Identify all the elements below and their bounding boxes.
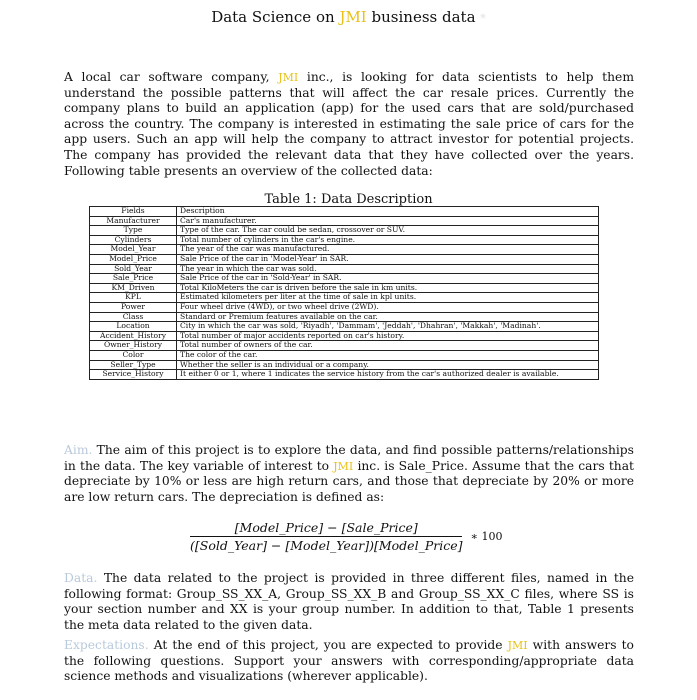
formula-multiplier: ∗ 100: [470, 530, 503, 543]
title-suffix: business data: [371, 8, 476, 26]
data-description-table: [89, 206, 599, 380]
table-row: [90, 341, 599, 351]
field-name: KM_Driven: [90, 283, 177, 293]
field-description: The color of the car.: [177, 350, 599, 360]
field-description: Four wheel drive (4WD), or two wheel drive (2WD).: [177, 302, 599, 312]
field-name: Sale_Price: [90, 274, 177, 284]
table-row: [90, 293, 599, 303]
field-name: Cylinders: [90, 235, 177, 245]
field-description: City in which the car was sold, 'Riyadh', 'Dammam', 'Jeddah', 'Dhahran', 'Makkah', 'Madinah'.: [177, 322, 599, 332]
intro-paragraph: [64, 70, 634, 179]
formula-fraction: [190, 520, 462, 553]
field-name: Sold_Year: [90, 264, 177, 274]
field-name: Service_History: [90, 370, 177, 380]
brand-handwritten: JMI: [333, 459, 354, 473]
table-row: [90, 350, 599, 360]
field-description: Car's manufacturer.: [177, 216, 599, 226]
table-row: [90, 370, 599, 380]
brand-handwritten: JMI: [507, 639, 528, 652]
aim-post: inc. is Sale_Price. Assume that the cars that depreciate by 10% or less are high return cars, and those that depreciate by 20% or more are low return cars. The depreciation is defined as:: [64, 458, 634, 504]
expectations-label: Expectations.: [64, 638, 149, 652]
aim-pre: The aim of this project is to explore the data, and find possible patterns/relationships in the data. The key variable of interest to: [64, 443, 634, 473]
intro-pre: A local car software company,: [64, 70, 270, 84]
field-name: Location: [90, 322, 177, 332]
field-description: The year in which the car was sold.: [177, 264, 599, 274]
field-description: Standard or Premium features available on the car.: [177, 312, 599, 322]
field-name: Type: [90, 226, 177, 236]
page-title: [0, 8, 697, 26]
faint-mark: *: [480, 12, 486, 25]
table-row: [90, 264, 599, 274]
field-name: Class: [90, 312, 177, 322]
aim-label: Aim.: [64, 443, 93, 457]
field-description: Total number of major accidents reported on car's history.: [177, 331, 599, 341]
brand-handwritten: JMI: [278, 71, 299, 84]
expectations-paragraph: [64, 638, 634, 685]
header-fields: Fields: [90, 207, 177, 217]
aim-paragraph: [64, 443, 634, 505]
field-description: Sale Price of the car in 'Model-Year' in SAR.: [177, 254, 599, 264]
table-row: [90, 302, 599, 312]
expectations-post: with answers to the following questions. Support your answers with corresponding/appropriate data science methods and visualizations (wherever applicable).: [64, 638, 634, 684]
table-row: [90, 274, 599, 284]
data-label: Data.: [64, 571, 98, 585]
formula-denominator: ([Sold_Year] − [Model_Year])[Model_Price]: [190, 538, 463, 553]
title-prefix: Data Science on: [211, 8, 335, 26]
field-description: Estimated kilometers per liter at the time of sale in kpl units.: [177, 293, 599, 303]
field-description: Whether the seller is an individual or a company.: [177, 360, 599, 370]
depreciation-formula: [190, 520, 520, 553]
field-description: Sale Price of the car in 'Sold-Year' in SAR.: [177, 274, 599, 284]
data-paragraph: [64, 571, 634, 633]
field-name: KPL: [90, 293, 177, 303]
field-name: Color: [90, 350, 177, 360]
field-description: Total number of owners of the car.: [177, 341, 599, 351]
field-name: Seller_Type: [90, 360, 177, 370]
data-text: The data related to the project is provided in three different files, named in the following format: Group_SS_XX_A, Group_SS_XX_B and Group_SS_XX_C files, where SS is your section number and XX is your group number. In addition to that, Table 1 presents the meta data related to the given data.: [64, 571, 634, 632]
table-row: [90, 235, 599, 245]
table-row: [90, 331, 599, 341]
field-name: Model_Year: [90, 245, 177, 255]
field-description: It either 0 or 1, where 1 indicates the service history from the car's authorized dealer is available.: [177, 370, 599, 380]
field-description: The year of the car was manufactured.: [177, 245, 599, 255]
intro-post: inc., is looking for data scientists to help them understand the possible patterns that will affect the car resale prices. Currently the company plans to build an application (app) for the used cars that are sold/purchased across the country. The company is interested in estimating the sale price of cars for the app users. Such an app will help the company to attract investor for potential projects. The company has provided the relevant data that they have collected over the years. Following table presents an overview of the collected data:: [64, 70, 634, 178]
table-header-row: [90, 207, 599, 217]
field-name: Model_Price: [90, 254, 177, 264]
expectations-pre: At the end of this project, you are expected to provide: [153, 638, 503, 652]
field-name: Owner_History: [90, 341, 177, 351]
table-caption: Table 1: Data Description: [264, 192, 433, 207]
header-description: Description: [177, 207, 599, 217]
table-row: [90, 226, 599, 236]
field-name: Power: [90, 302, 177, 312]
brand-handwritten: JMI: [339, 8, 367, 26]
field-description: Total number of cylinders in the car's engine.: [177, 235, 599, 245]
table-row: [90, 322, 599, 332]
field-name: Accident_History: [90, 331, 177, 341]
table-row: [90, 254, 599, 264]
field-description: Type of the car. The car could be sedan, crossover or SUV.: [177, 226, 599, 236]
field-description: Total KiloMeters the car is driven before the sale in km units.: [177, 283, 599, 293]
formula-numerator: [Model_Price] − [Sale_Price]: [190, 520, 462, 537]
field-name: Manufacturer: [90, 216, 177, 226]
